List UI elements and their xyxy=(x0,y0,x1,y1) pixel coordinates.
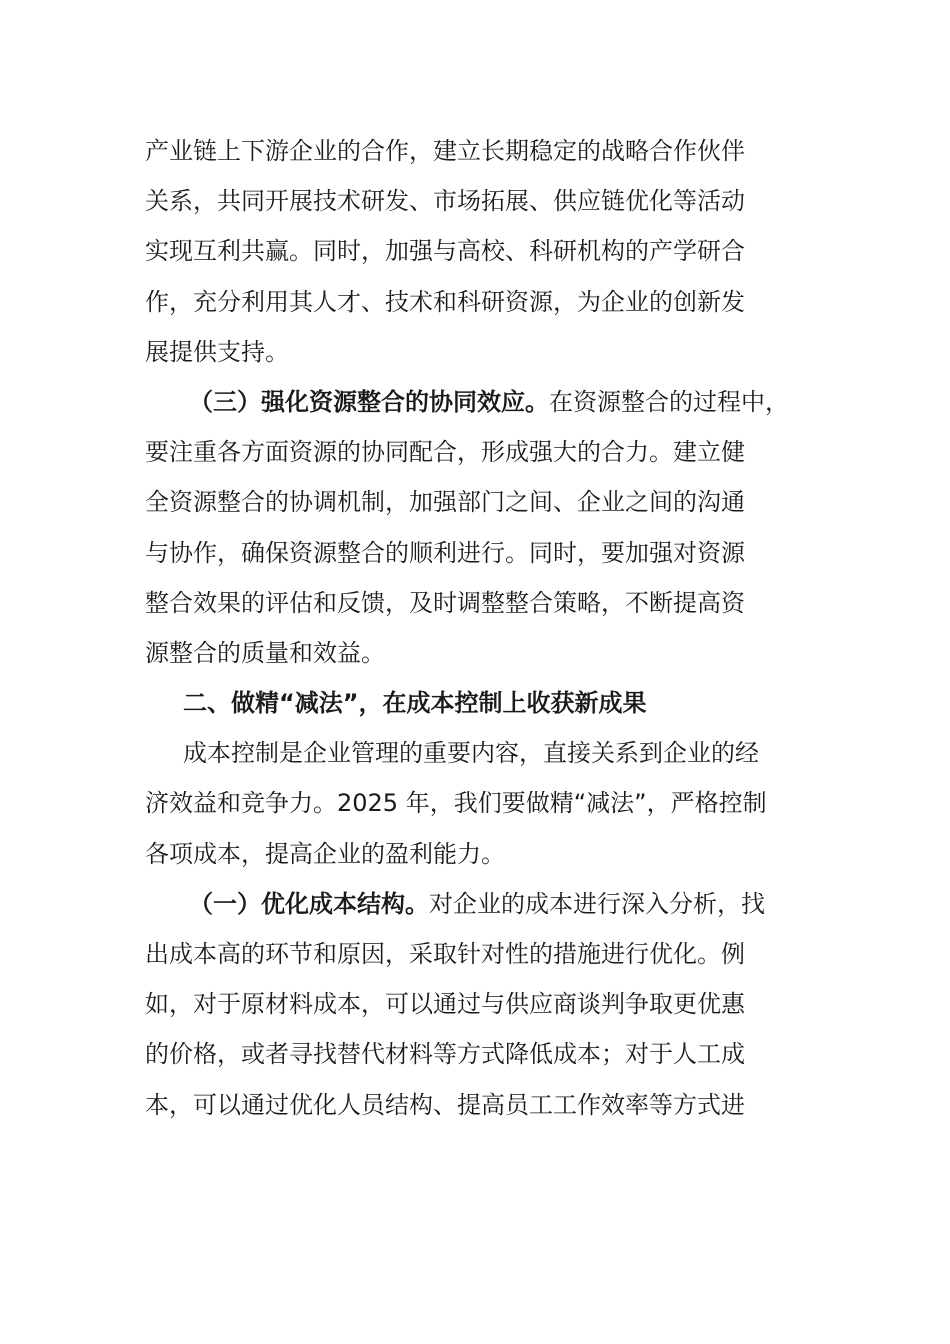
text-line: 的价格，或者寻找替代材料等方式降低成本；对于人工成 xyxy=(145,1040,745,1069)
text-line: 整合效果的评估和反馈，及时调整整合策略，不断提高资 xyxy=(145,588,745,617)
text-line: 各项成本，提高企业的盈利能力。 xyxy=(145,839,505,868)
text-line: 全资源整合的协调机制，加强部门之间、企业之间的沟通 xyxy=(145,488,745,517)
document-body xyxy=(145,126,835,1130)
text-line: 与协作，确保资源整合的顺利进行。同时，要加强对资源 xyxy=(145,538,745,567)
subsection-heading: （一）优化成本结构。 xyxy=(189,889,429,918)
text-line: 展提供支持。 xyxy=(145,337,289,366)
section-title: 二、做精“减法”，在成本控制上收获新成果 xyxy=(183,689,647,718)
subsection-heading: （三）强化资源整合的协同效应。 xyxy=(189,387,549,416)
text-line: 产业链上下游企业的合作，建立长期稳定的战略合作伙伴 xyxy=(145,137,745,165)
subsection-first-line xyxy=(145,377,835,427)
text-line: 要注重各方面资源的协同配合，形成强大的合力。建立健 xyxy=(145,438,745,467)
text-line: 作，充分利用其人才、技术和科研资源，为企业的创新发 xyxy=(145,287,745,316)
text-line: 关系，共同开展技术研发、市场拓展、供应链优化等活动 xyxy=(145,187,745,216)
text-line: 源整合的质量和效益。 xyxy=(145,638,385,667)
subsection-text: 在资源整合的过程中， xyxy=(549,387,789,416)
subsection-text: 对企业的成本进行深入分析，找 xyxy=(429,889,765,918)
text-line: 本，可以通过优化人员结构、提高员工工作效率等方式进 xyxy=(145,1090,745,1119)
subsection-first-line xyxy=(145,879,835,929)
text-line: 成本控制是企业管理的重要内容，直接关系到企业的经 xyxy=(183,739,759,768)
text-line: 出成本高的环节和原因，采取针对性的措施进行优化。例 xyxy=(145,940,745,968)
text-line: 如，对于原材料成本，可以通过与供应商谈判争取更优惠 xyxy=(145,990,745,1019)
text-line: 济效益和竞争力。2025 年，我们要做精“减法”，严格控制 xyxy=(145,789,767,818)
text-line: 实现互利共赢。同时，加强与高校、科研机构的产学研合 xyxy=(145,237,745,266)
